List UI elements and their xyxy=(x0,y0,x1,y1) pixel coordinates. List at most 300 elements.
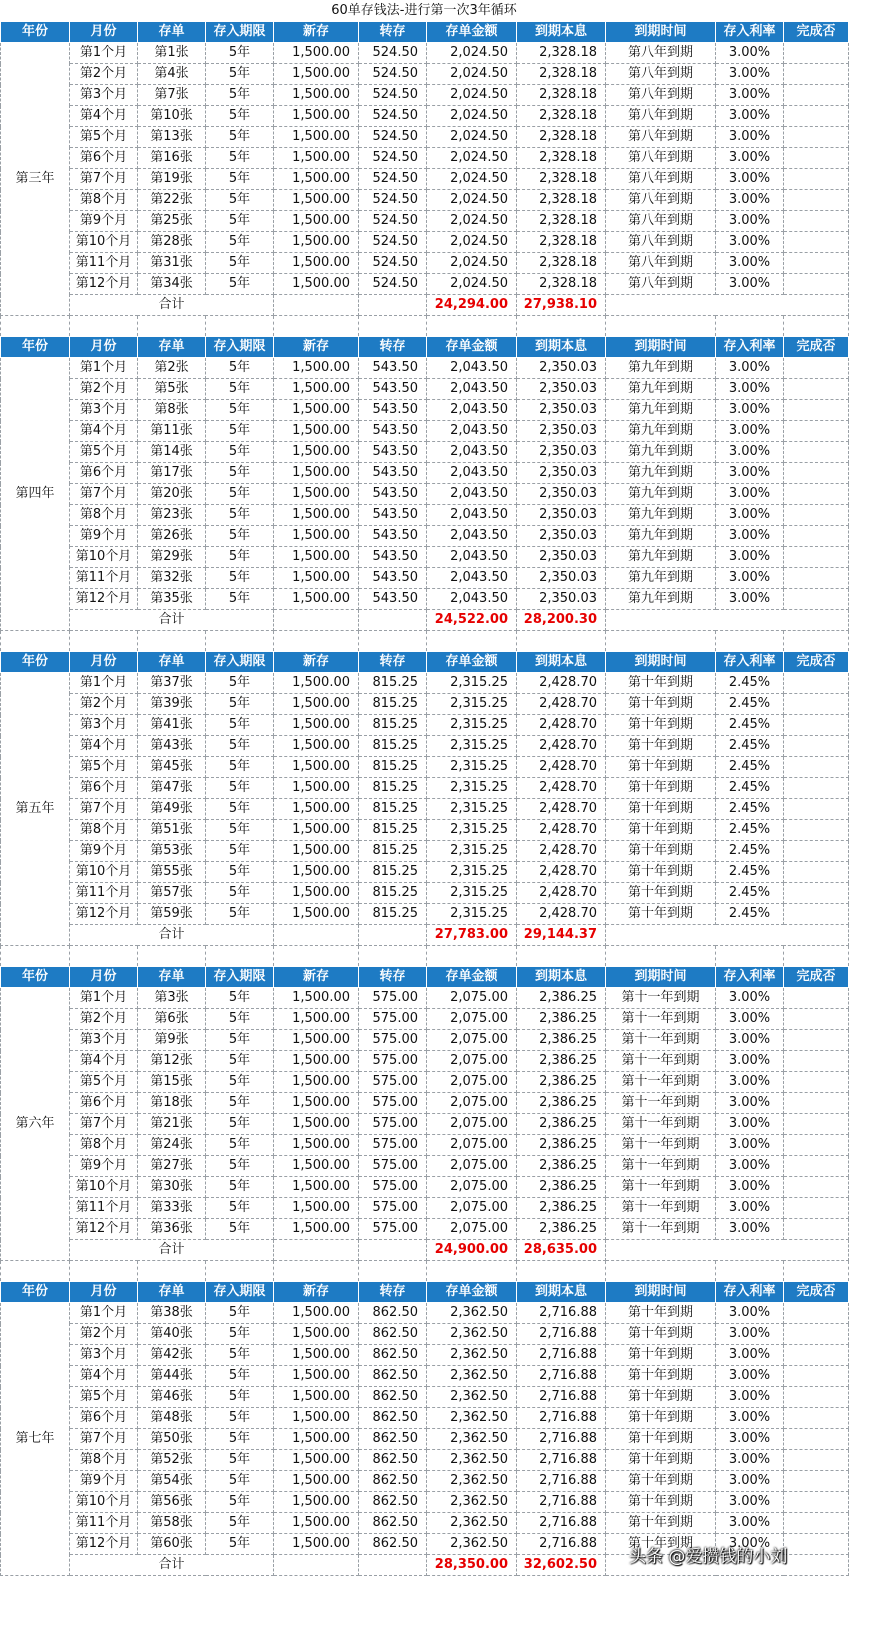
empty-cell[interactable] xyxy=(716,946,784,967)
term-cell[interactable]: 5年 xyxy=(206,1492,274,1513)
empty-cell[interactable] xyxy=(606,610,849,631)
slip-cell[interactable]: 第5张 xyxy=(138,379,206,400)
slip-cell[interactable]: 第27张 xyxy=(138,1156,206,1177)
total-maturity[interactable]: 27,938.10 xyxy=(517,295,606,316)
done-cell[interactable] xyxy=(784,1534,849,1555)
new-deposit-cell[interactable]: 1,500.00 xyxy=(274,169,359,190)
month-cell[interactable]: 第10个月 xyxy=(70,862,138,883)
term-cell[interactable]: 5年 xyxy=(206,169,274,190)
month-cell[interactable]: 第3个月 xyxy=(70,400,138,421)
maturity-cell[interactable]: 2,328.18 xyxy=(517,274,606,295)
due-cell[interactable]: 第十一年到期 xyxy=(606,1072,716,1093)
done-cell[interactable] xyxy=(784,778,849,799)
due-cell[interactable]: 第十年到期 xyxy=(606,694,716,715)
amount-cell[interactable]: 2,043.50 xyxy=(427,589,517,610)
empty-cell[interactable] xyxy=(70,316,138,337)
maturity-cell[interactable]: 2,386.25 xyxy=(517,1198,606,1219)
month-cell[interactable]: 第8个月 xyxy=(70,505,138,526)
transfer-cell[interactable]: 543.50 xyxy=(359,589,427,610)
maturity-cell[interactable]: 2,386.25 xyxy=(517,1051,606,1072)
total-amount[interactable]: 24,294.00 xyxy=(427,295,517,316)
due-cell[interactable]: 第十一年到期 xyxy=(606,1009,716,1030)
slip-cell[interactable]: 第53张 xyxy=(138,841,206,862)
rate-cell[interactable]: 3.00% xyxy=(716,274,784,295)
slip-cell[interactable]: 第57张 xyxy=(138,883,206,904)
empty-cell[interactable] xyxy=(1,946,70,967)
maturity-cell[interactable]: 2,386.25 xyxy=(517,1156,606,1177)
new-deposit-cell[interactable]: 1,500.00 xyxy=(274,463,359,484)
done-cell[interactable] xyxy=(784,421,849,442)
empty-cell[interactable] xyxy=(517,946,606,967)
term-cell[interactable]: 5年 xyxy=(206,568,274,589)
slip-cell[interactable]: 第45张 xyxy=(138,757,206,778)
term-cell[interactable]: 5年 xyxy=(206,1387,274,1408)
new-deposit-cell[interactable]: 1,500.00 xyxy=(274,211,359,232)
transfer-cell[interactable]: 543.50 xyxy=(359,358,427,379)
due-cell[interactable]: 第十一年到期 xyxy=(606,1156,716,1177)
due-cell[interactable]: 第十年到期 xyxy=(606,820,716,841)
term-cell[interactable]: 5年 xyxy=(206,526,274,547)
new-deposit-cell[interactable]: 1,500.00 xyxy=(274,64,359,85)
term-cell[interactable]: 5年 xyxy=(206,1471,274,1492)
maturity-cell[interactable]: 2,716.88 xyxy=(517,1534,606,1555)
new-deposit-cell[interactable]: 1,500.00 xyxy=(274,1009,359,1030)
done-cell[interactable] xyxy=(784,463,849,484)
slip-cell[interactable]: 第23张 xyxy=(138,505,206,526)
amount-cell[interactable]: 2,315.25 xyxy=(427,694,517,715)
new-deposit-cell[interactable]: 1,500.00 xyxy=(274,1303,359,1324)
term-cell[interactable]: 5年 xyxy=(206,1009,274,1030)
month-cell[interactable]: 第12个月 xyxy=(70,904,138,925)
rate-cell[interactable]: 3.00% xyxy=(716,400,784,421)
done-cell[interactable] xyxy=(784,1492,849,1513)
empty-cell[interactable] xyxy=(517,1261,606,1282)
term-cell[interactable]: 5年 xyxy=(206,1408,274,1429)
amount-cell[interactable]: 2,043.50 xyxy=(427,400,517,421)
maturity-cell[interactable]: 2,428.70 xyxy=(517,736,606,757)
empty-cell[interactable] xyxy=(606,1261,716,1282)
done-cell[interactable] xyxy=(784,1156,849,1177)
done-cell[interactable] xyxy=(784,757,849,778)
new-deposit-cell[interactable]: 1,500.00 xyxy=(274,148,359,169)
term-cell[interactable]: 5年 xyxy=(206,148,274,169)
maturity-cell[interactable]: 2,350.03 xyxy=(517,379,606,400)
done-cell[interactable] xyxy=(784,148,849,169)
due-cell[interactable]: 第九年到期 xyxy=(606,505,716,526)
slip-cell[interactable]: 第40张 xyxy=(138,1324,206,1345)
due-cell[interactable]: 第十一年到期 xyxy=(606,1093,716,1114)
rate-cell[interactable]: 3.00% xyxy=(716,1135,784,1156)
new-deposit-cell[interactable]: 1,500.00 xyxy=(274,400,359,421)
amount-cell[interactable]: 2,315.25 xyxy=(427,904,517,925)
transfer-cell[interactable]: 524.50 xyxy=(359,190,427,211)
due-cell[interactable]: 第十年到期 xyxy=(606,1471,716,1492)
term-cell[interactable]: 5年 xyxy=(206,232,274,253)
done-cell[interactable] xyxy=(784,1135,849,1156)
slip-cell[interactable]: 第28张 xyxy=(138,232,206,253)
transfer-cell[interactable]: 575.00 xyxy=(359,1051,427,1072)
empty-cell[interactable] xyxy=(517,316,606,337)
rate-cell[interactable]: 3.00% xyxy=(716,1177,784,1198)
due-cell[interactable]: 第九年到期 xyxy=(606,589,716,610)
new-deposit-cell[interactable]: 1,500.00 xyxy=(274,358,359,379)
term-cell[interactable]: 5年 xyxy=(206,1135,274,1156)
slip-cell[interactable]: 第12张 xyxy=(138,1051,206,1072)
month-cell[interactable]: 第9个月 xyxy=(70,841,138,862)
total-amount[interactable]: 28,350.00 xyxy=(427,1555,517,1576)
rate-cell[interactable]: 3.00% xyxy=(716,1450,784,1471)
slip-cell[interactable]: 第32张 xyxy=(138,568,206,589)
rate-cell[interactable]: 3.00% xyxy=(716,211,784,232)
transfer-cell[interactable]: 815.25 xyxy=(359,841,427,862)
due-cell[interactable]: 第八年到期 xyxy=(606,85,716,106)
month-cell[interactable]: 第6个月 xyxy=(70,148,138,169)
maturity-cell[interactable]: 2,716.88 xyxy=(517,1387,606,1408)
year-cell[interactable]: 第五年 xyxy=(1,673,70,946)
done-cell[interactable] xyxy=(784,589,849,610)
new-deposit-cell[interactable]: 1,500.00 xyxy=(274,253,359,274)
maturity-cell[interactable]: 2,428.70 xyxy=(517,673,606,694)
term-cell[interactable]: 5年 xyxy=(206,1345,274,1366)
done-cell[interactable] xyxy=(784,1093,849,1114)
transfer-cell[interactable]: 815.25 xyxy=(359,799,427,820)
transfer-cell[interactable]: 815.25 xyxy=(359,904,427,925)
transfer-cell[interactable]: 543.50 xyxy=(359,463,427,484)
amount-cell[interactable]: 2,075.00 xyxy=(427,1051,517,1072)
rate-cell[interactable]: 3.00% xyxy=(716,1429,784,1450)
new-deposit-cell[interactable]: 1,500.00 xyxy=(274,820,359,841)
slip-cell[interactable]: 第56张 xyxy=(138,1492,206,1513)
new-deposit-cell[interactable]: 1,500.00 xyxy=(274,1513,359,1534)
amount-cell[interactable]: 2,315.25 xyxy=(427,736,517,757)
amount-cell[interactable]: 2,362.50 xyxy=(427,1492,517,1513)
amount-cell[interactable]: 2,024.50 xyxy=(427,127,517,148)
due-cell[interactable]: 第八年到期 xyxy=(606,211,716,232)
new-deposit-cell[interactable]: 1,500.00 xyxy=(274,841,359,862)
month-cell[interactable]: 第11个月 xyxy=(70,253,138,274)
maturity-cell[interactable]: 2,350.03 xyxy=(517,547,606,568)
rate-cell[interactable]: 2.45% xyxy=(716,862,784,883)
amount-cell[interactable]: 2,362.50 xyxy=(427,1324,517,1345)
transfer-cell[interactable]: 543.50 xyxy=(359,505,427,526)
transfer-cell[interactable]: 543.50 xyxy=(359,547,427,568)
slip-cell[interactable]: 第42张 xyxy=(138,1345,206,1366)
slip-cell[interactable]: 第15张 xyxy=(138,1072,206,1093)
new-deposit-cell[interactable]: 1,500.00 xyxy=(274,379,359,400)
amount-cell[interactable]: 2,043.50 xyxy=(427,526,517,547)
due-cell[interactable]: 第十年到期 xyxy=(606,1450,716,1471)
month-cell[interactable]: 第10个月 xyxy=(70,232,138,253)
term-cell[interactable]: 5年 xyxy=(206,1366,274,1387)
empty-cell[interactable] xyxy=(427,631,517,652)
done-cell[interactable] xyxy=(784,1303,849,1324)
empty-cell[interactable] xyxy=(606,946,716,967)
term-cell[interactable]: 5年 xyxy=(206,484,274,505)
maturity-cell[interactable]: 2,350.03 xyxy=(517,526,606,547)
transfer-cell[interactable]: 575.00 xyxy=(359,1156,427,1177)
slip-cell[interactable]: 第9张 xyxy=(138,1030,206,1051)
amount-cell[interactable]: 2,315.25 xyxy=(427,883,517,904)
month-cell[interactable]: 第2个月 xyxy=(70,1009,138,1030)
slip-cell[interactable]: 第21张 xyxy=(138,1114,206,1135)
done-cell[interactable] xyxy=(784,1471,849,1492)
due-cell[interactable]: 第十一年到期 xyxy=(606,988,716,1009)
maturity-cell[interactable]: 2,386.25 xyxy=(517,1072,606,1093)
term-cell[interactable]: 5年 xyxy=(206,694,274,715)
rate-cell[interactable]: 3.00% xyxy=(716,379,784,400)
rate-cell[interactable]: 3.00% xyxy=(716,106,784,127)
empty-cell[interactable] xyxy=(1,631,70,652)
maturity-cell[interactable]: 2,716.88 xyxy=(517,1408,606,1429)
month-cell[interactable]: 第3个月 xyxy=(70,1345,138,1366)
maturity-cell[interactable]: 2,428.70 xyxy=(517,694,606,715)
done-cell[interactable] xyxy=(784,988,849,1009)
empty-cell[interactable] xyxy=(138,631,206,652)
term-cell[interactable]: 5年 xyxy=(206,274,274,295)
transfer-cell[interactable]: 862.50 xyxy=(359,1492,427,1513)
maturity-cell[interactable]: 2,716.88 xyxy=(517,1471,606,1492)
month-cell[interactable]: 第7个月 xyxy=(70,1114,138,1135)
empty-cell[interactable] xyxy=(784,1261,849,1282)
slip-cell[interactable]: 第19张 xyxy=(138,169,206,190)
empty-cell[interactable] xyxy=(138,946,206,967)
rate-cell[interactable]: 2.45% xyxy=(716,673,784,694)
rate-cell[interactable]: 3.00% xyxy=(716,1219,784,1240)
done-cell[interactable] xyxy=(784,1030,849,1051)
slip-cell[interactable]: 第24张 xyxy=(138,1135,206,1156)
term-cell[interactable]: 5年 xyxy=(206,358,274,379)
transfer-cell[interactable]: 862.50 xyxy=(359,1534,427,1555)
maturity-cell[interactable]: 2,716.88 xyxy=(517,1366,606,1387)
rate-cell[interactable]: 3.00% xyxy=(716,547,784,568)
transfer-cell[interactable]: 524.50 xyxy=(359,85,427,106)
new-deposit-cell[interactable]: 1,500.00 xyxy=(274,1198,359,1219)
rate-cell[interactable]: 3.00% xyxy=(716,1198,784,1219)
term-cell[interactable]: 5年 xyxy=(206,421,274,442)
maturity-cell[interactable]: 2,328.18 xyxy=(517,64,606,85)
month-cell[interactable]: 第2个月 xyxy=(70,694,138,715)
rate-cell[interactable]: 3.00% xyxy=(716,1072,784,1093)
due-cell[interactable]: 第十年到期 xyxy=(606,1408,716,1429)
transfer-cell[interactable]: 862.50 xyxy=(359,1471,427,1492)
maturity-cell[interactable]: 2,716.88 xyxy=(517,1303,606,1324)
empty-cell[interactable] xyxy=(206,316,274,337)
maturity-cell[interactable]: 2,328.18 xyxy=(517,253,606,274)
due-cell[interactable]: 第九年到期 xyxy=(606,442,716,463)
amount-cell[interactable]: 2,075.00 xyxy=(427,1072,517,1093)
done-cell[interactable] xyxy=(784,43,849,64)
rate-cell[interactable]: 3.00% xyxy=(716,1366,784,1387)
new-deposit-cell[interactable]: 1,500.00 xyxy=(274,484,359,505)
empty-cell[interactable] xyxy=(206,631,274,652)
new-deposit-cell[interactable]: 1,500.00 xyxy=(274,1051,359,1072)
month-cell[interactable]: 第4个月 xyxy=(70,106,138,127)
done-cell[interactable] xyxy=(784,568,849,589)
term-cell[interactable]: 5年 xyxy=(206,1534,274,1555)
amount-cell[interactable]: 2,043.50 xyxy=(427,568,517,589)
done-cell[interactable] xyxy=(784,673,849,694)
transfer-cell[interactable]: 524.50 xyxy=(359,274,427,295)
term-cell[interactable]: 5年 xyxy=(206,442,274,463)
transfer-cell[interactable]: 543.50 xyxy=(359,484,427,505)
new-deposit-cell[interactable]: 1,500.00 xyxy=(274,1387,359,1408)
due-cell[interactable]: 第八年到期 xyxy=(606,274,716,295)
rate-cell[interactable]: 3.00% xyxy=(716,1114,784,1135)
done-cell[interactable] xyxy=(784,358,849,379)
amount-cell[interactable]: 2,043.50 xyxy=(427,379,517,400)
transfer-cell[interactable]: 862.50 xyxy=(359,1303,427,1324)
slip-cell[interactable]: 第3张 xyxy=(138,988,206,1009)
month-cell[interactable]: 第3个月 xyxy=(70,715,138,736)
total-maturity[interactable]: 29,144.37 xyxy=(517,925,606,946)
empty-cell[interactable] xyxy=(70,946,138,967)
amount-cell[interactable]: 2,362.50 xyxy=(427,1471,517,1492)
transfer-cell[interactable]: 862.50 xyxy=(359,1387,427,1408)
done-cell[interactable] xyxy=(784,1009,849,1030)
amount-cell[interactable]: 2,315.25 xyxy=(427,799,517,820)
due-cell[interactable]: 第十年到期 xyxy=(606,736,716,757)
term-cell[interactable]: 5年 xyxy=(206,820,274,841)
empty-cell[interactable] xyxy=(784,946,849,967)
empty-cell[interactable] xyxy=(359,1555,427,1576)
year-cell[interactable]: 第七年 xyxy=(1,1303,70,1576)
empty-cell[interactable] xyxy=(606,316,716,337)
rate-cell[interactable]: 3.00% xyxy=(716,1534,784,1555)
rate-cell[interactable]: 3.00% xyxy=(716,484,784,505)
maturity-cell[interactable]: 2,716.88 xyxy=(517,1450,606,1471)
new-deposit-cell[interactable]: 1,500.00 xyxy=(274,715,359,736)
slip-cell[interactable]: 第41张 xyxy=(138,715,206,736)
amount-cell[interactable]: 2,024.50 xyxy=(427,106,517,127)
term-cell[interactable]: 5年 xyxy=(206,547,274,568)
month-cell[interactable]: 第2个月 xyxy=(70,1324,138,1345)
rate-cell[interactable]: 3.00% xyxy=(716,1492,784,1513)
month-cell[interactable]: 第5个月 xyxy=(70,757,138,778)
maturity-cell[interactable]: 2,428.70 xyxy=(517,799,606,820)
transfer-cell[interactable]: 862.50 xyxy=(359,1366,427,1387)
slip-cell[interactable]: 第8张 xyxy=(138,400,206,421)
transfer-cell[interactable]: 815.25 xyxy=(359,820,427,841)
new-deposit-cell[interactable]: 1,500.00 xyxy=(274,43,359,64)
empty-cell[interactable] xyxy=(274,1261,359,1282)
due-cell[interactable]: 第十年到期 xyxy=(606,1513,716,1534)
month-cell[interactable]: 第6个月 xyxy=(70,1093,138,1114)
maturity-cell[interactable]: 2,350.03 xyxy=(517,484,606,505)
done-cell[interactable] xyxy=(784,64,849,85)
maturity-cell[interactable]: 2,716.88 xyxy=(517,1492,606,1513)
maturity-cell[interactable]: 2,428.70 xyxy=(517,820,606,841)
due-cell[interactable]: 第九年到期 xyxy=(606,379,716,400)
rate-cell[interactable]: 2.45% xyxy=(716,799,784,820)
month-cell[interactable]: 第10个月 xyxy=(70,1177,138,1198)
new-deposit-cell[interactable]: 1,500.00 xyxy=(274,904,359,925)
maturity-cell[interactable]: 2,350.03 xyxy=(517,400,606,421)
done-cell[interactable] xyxy=(784,820,849,841)
due-cell[interactable]: 第十一年到期 xyxy=(606,1030,716,1051)
slip-cell[interactable]: 第49张 xyxy=(138,799,206,820)
month-cell[interactable]: 第2个月 xyxy=(70,379,138,400)
amount-cell[interactable]: 2,075.00 xyxy=(427,1198,517,1219)
amount-cell[interactable]: 2,362.50 xyxy=(427,1303,517,1324)
empty-cell[interactable] xyxy=(427,1261,517,1282)
empty-cell[interactable] xyxy=(206,1261,274,1282)
month-cell[interactable]: 第7个月 xyxy=(70,169,138,190)
done-cell[interactable] xyxy=(784,736,849,757)
amount-cell[interactable]: 2,024.50 xyxy=(427,211,517,232)
new-deposit-cell[interactable]: 1,500.00 xyxy=(274,589,359,610)
amount-cell[interactable]: 2,075.00 xyxy=(427,1009,517,1030)
transfer-cell[interactable]: 575.00 xyxy=(359,1198,427,1219)
maturity-cell[interactable]: 2,716.88 xyxy=(517,1345,606,1366)
rate-cell[interactable]: 3.00% xyxy=(716,85,784,106)
transfer-cell[interactable]: 575.00 xyxy=(359,1093,427,1114)
month-cell[interactable]: 第11个月 xyxy=(70,1513,138,1534)
new-deposit-cell[interactable]: 1,500.00 xyxy=(274,1072,359,1093)
term-cell[interactable]: 5年 xyxy=(206,883,274,904)
transfer-cell[interactable]: 862.50 xyxy=(359,1450,427,1471)
rate-cell[interactable]: 3.00% xyxy=(716,1030,784,1051)
month-cell[interactable]: 第5个月 xyxy=(70,127,138,148)
amount-cell[interactable]: 2,024.50 xyxy=(427,190,517,211)
due-cell[interactable]: 第十一年到期 xyxy=(606,1177,716,1198)
slip-cell[interactable]: 第7张 xyxy=(138,85,206,106)
due-cell[interactable]: 第八年到期 xyxy=(606,190,716,211)
rate-cell[interactable]: 3.00% xyxy=(716,421,784,442)
maturity-cell[interactable]: 2,428.70 xyxy=(517,883,606,904)
amount-cell[interactable]: 2,315.25 xyxy=(427,778,517,799)
term-cell[interactable]: 5年 xyxy=(206,1156,274,1177)
due-cell[interactable]: 第十年到期 xyxy=(606,862,716,883)
maturity-cell[interactable]: 2,328.18 xyxy=(517,190,606,211)
month-cell[interactable]: 第10个月 xyxy=(70,1492,138,1513)
empty-cell[interactable] xyxy=(517,631,606,652)
term-cell[interactable]: 5年 xyxy=(206,505,274,526)
done-cell[interactable] xyxy=(784,1450,849,1471)
transfer-cell[interactable]: 575.00 xyxy=(359,1030,427,1051)
amount-cell[interactable]: 2,315.25 xyxy=(427,715,517,736)
transfer-cell[interactable]: 815.25 xyxy=(359,694,427,715)
slip-cell[interactable]: 第43张 xyxy=(138,736,206,757)
transfer-cell[interactable]: 524.50 xyxy=(359,127,427,148)
transfer-cell[interactable]: 815.25 xyxy=(359,862,427,883)
month-cell[interactable]: 第12个月 xyxy=(70,1534,138,1555)
month-cell[interactable]: 第6个月 xyxy=(70,778,138,799)
amount-cell[interactable]: 2,024.50 xyxy=(427,253,517,274)
empty-cell[interactable] xyxy=(606,925,849,946)
done-cell[interactable] xyxy=(784,715,849,736)
empty-cell[interactable] xyxy=(1,316,70,337)
new-deposit-cell[interactable]: 1,500.00 xyxy=(274,1408,359,1429)
slip-cell[interactable]: 第46张 xyxy=(138,1387,206,1408)
maturity-cell[interactable]: 2,328.18 xyxy=(517,169,606,190)
amount-cell[interactable]: 2,362.50 xyxy=(427,1534,517,1555)
amount-cell[interactable]: 2,315.25 xyxy=(427,841,517,862)
done-cell[interactable] xyxy=(784,1387,849,1408)
amount-cell[interactable]: 2,024.50 xyxy=(427,64,517,85)
due-cell[interactable]: 第十年到期 xyxy=(606,841,716,862)
due-cell[interactable]: 第十年到期 xyxy=(606,799,716,820)
slip-cell[interactable]: 第44张 xyxy=(138,1366,206,1387)
slip-cell[interactable]: 第10张 xyxy=(138,106,206,127)
rate-cell[interactable]: 2.45% xyxy=(716,820,784,841)
amount-cell[interactable]: 2,043.50 xyxy=(427,463,517,484)
term-cell[interactable]: 5年 xyxy=(206,1324,274,1345)
transfer-cell[interactable]: 543.50 xyxy=(359,421,427,442)
done-cell[interactable] xyxy=(784,1219,849,1240)
transfer-cell[interactable]: 524.50 xyxy=(359,43,427,64)
term-cell[interactable]: 5年 xyxy=(206,778,274,799)
rate-cell[interactable]: 3.00% xyxy=(716,1051,784,1072)
